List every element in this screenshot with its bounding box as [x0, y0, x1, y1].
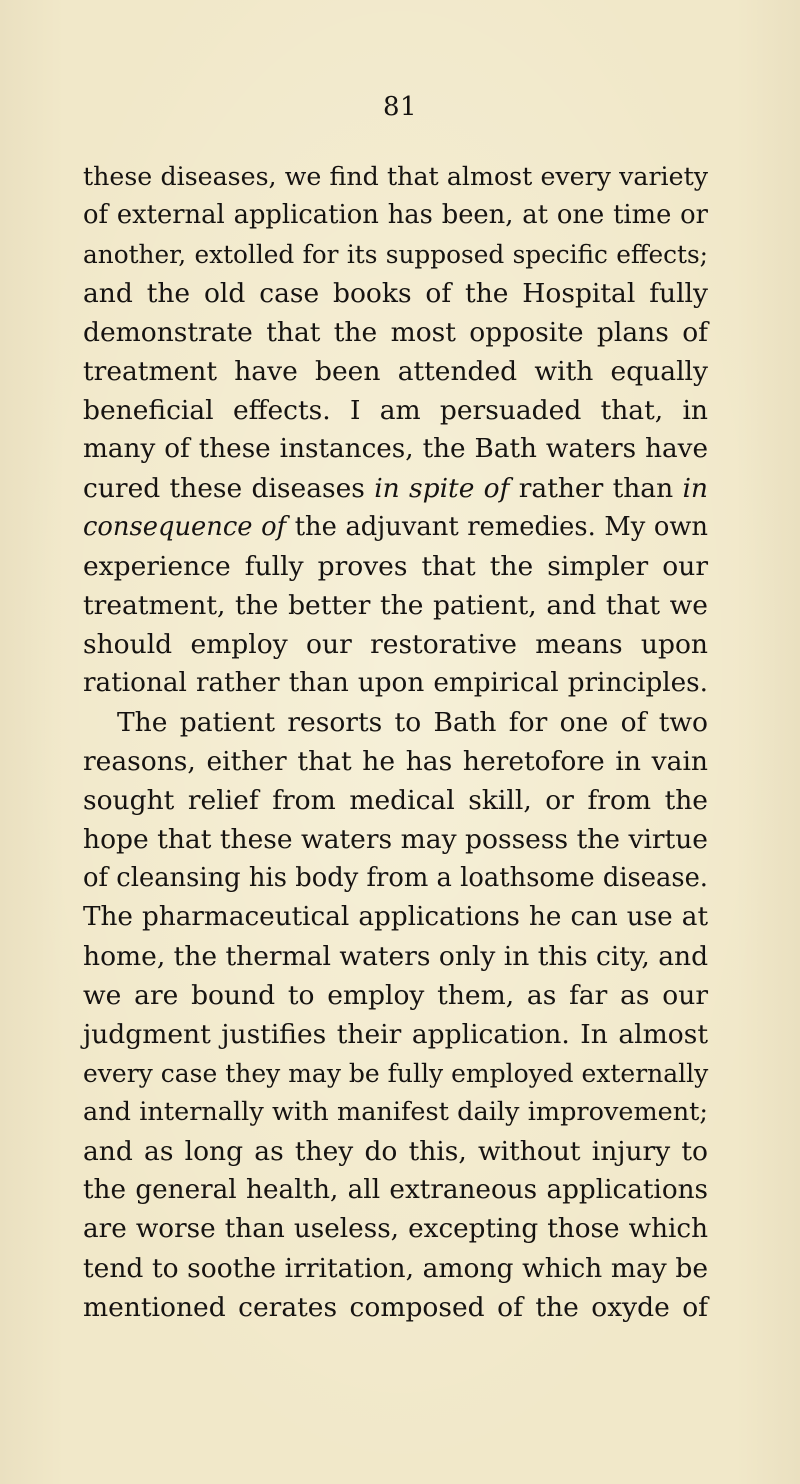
text-line-with-italics	[83, 508, 708, 547]
text-line: hope that these waters may possess the virtue	[83, 824, 708, 855]
text-line: another, extolled for its supposed specific effects;	[83, 240, 708, 269]
italic-text: in	[682, 473, 708, 504]
text-line: demonstrate that the most opposite plans of	[83, 317, 708, 348]
text-line: sought relief from medical skill, or from the	[83, 785, 708, 816]
text-line: home, the thermal waters only in this city, and	[83, 941, 709, 972]
italic-text: in spite of	[374, 473, 510, 504]
text-line: treatment have been attended with equally	[83, 356, 708, 387]
text-line: these diseases, we find that almost every variety	[83, 162, 708, 191]
italic-text: consequence of	[83, 512, 287, 542]
text-line: tend to soothe irritation, among which may be	[83, 1253, 708, 1284]
text-line: we are bound to employ them, as far as our	[83, 980, 708, 1011]
text-line: and internally with manifest daily improvement;	[83, 1097, 708, 1127]
text-line: of cleansing his body from a loathsome disease.	[83, 863, 708, 893]
text-line: are worse than useless, excepting those which	[83, 1214, 708, 1244]
text-line: every case they may be fully employed externally	[83, 1059, 709, 1088]
text-line: beneficial effects. I am persuaded that, in	[83, 395, 708, 426]
text-line-with-italics	[83, 469, 708, 508]
text-line: should employ our restorative means upon	[83, 629, 708, 660]
text-run: cured these diseases	[83, 473, 375, 504]
text-line: and as long as they do this, without injury to	[83, 1136, 708, 1167]
text-line: mentioned cerates composed of the oxyde of	[83, 1292, 708, 1323]
text-line: rational rather than upon empirical principles.	[83, 668, 708, 698]
text-line: and the old case books of the Hospital fully	[83, 278, 708, 309]
page-number: 81	[382, 92, 418, 122]
body-text	[83, 157, 708, 1327]
text-line: treatment, the better the patient, and that we	[83, 590, 708, 621]
text-line: many of these instances, the Bath waters have	[83, 434, 708, 464]
text-line: the general health, all extraneous applications	[83, 1175, 708, 1205]
text-line: of external application has been, at one time or	[83, 200, 708, 230]
text-run: rather than	[509, 473, 683, 504]
text-run: the adjuvant remedies. My own	[286, 512, 708, 542]
text-line: The pharmaceutical applications he can use at	[83, 902, 708, 932]
text-line: judgment justifies their application. In almost	[83, 1019, 708, 1050]
text-line: reasons, either that he has heretofore in vain	[83, 746, 708, 777]
text-line: experience fully proves that the simpler our	[83, 551, 708, 582]
paragraph-start-line: The patient resorts to Bath for one of two	[117, 707, 708, 738]
